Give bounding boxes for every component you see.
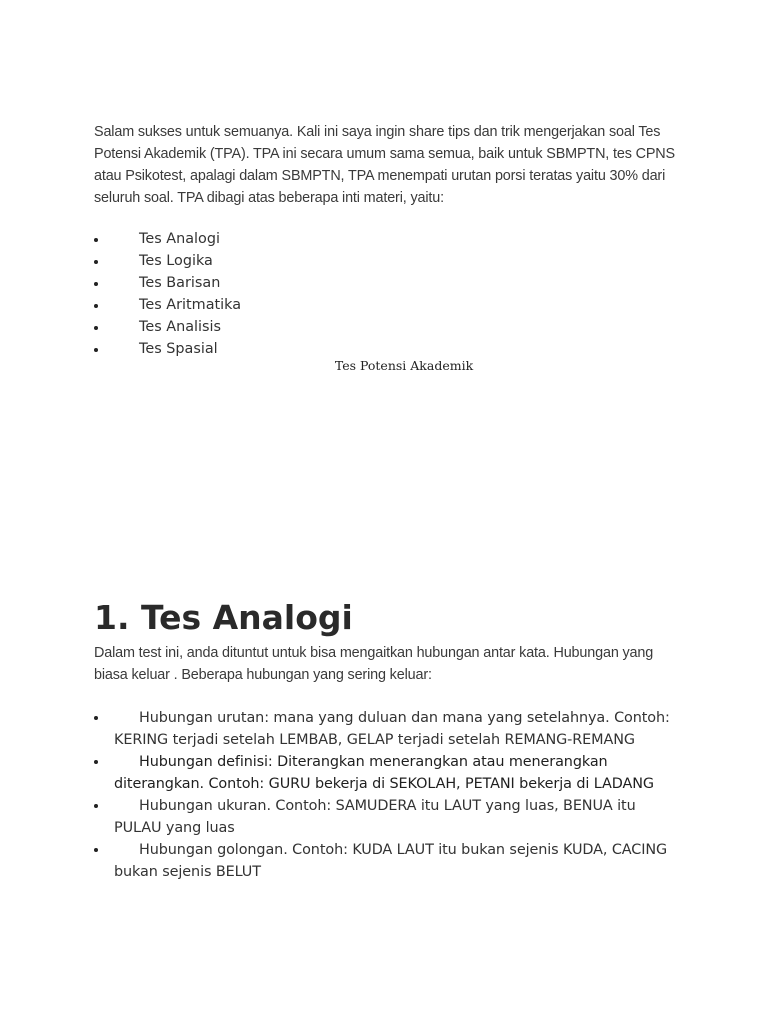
- list-item: Tes Analisis: [94, 317, 241, 339]
- section-paragraph: Dalam test ini, anda dituntut untuk bisa mengaitkan hubungan antar kata. Hubungan yang biasa keluar . Beberapa hubungan yang sering keluar:: [94, 645, 654, 683]
- intro-paragraph: Salam sukses untuk semuanya. Kali ini saya ingin share tips dan trik mengerjakan soal Tes Potensi Akademik (TPA). TPA ini secara umum sama semua, baik untuk SBMPTN, tes CPNS atau Psikotest, apalagi dalam SBMPTN, TPA menempati urutan porsi teratas yaitu 30% dari seluruh soal. TPA dibagi atas beberapa inti materi, yaitu:: [94, 124, 675, 206]
- list-item: Hubungan ukuran. Contoh: SAMUDERA itu LAUT yang luas, BENUA itu PULAU yang luas: [94, 795, 674, 839]
- list-item: Hubungan golongan. Contoh: KUDA LAUT itu bukan sejenis KUDA, CACING bukan sejenis BELUT: [94, 839, 674, 883]
- section-heading: 1. Tes Analogi: [94, 598, 353, 637]
- materials-list: [94, 229, 241, 360]
- list-item: Hubungan urutan: mana yang duluan dan mana yang setelahnya. Contoh: KERING terjadi setelah LEMBAB, GELAP terjadi setelah REMANG-REMANG: [94, 707, 674, 751]
- list-item: Tes Aritmatika: [94, 295, 241, 317]
- list-item: Hubungan definisi: Diterangkan menerangkan atau menerangkan diterangkan. Contoh: GURU bekerja di SEKOLAH, PETANI bekerja di LADANG: [94, 751, 674, 795]
- list-item: Tes Logika: [94, 251, 241, 273]
- figure-caption: Tes Potensi Akademik: [334, 358, 474, 373]
- list-item: Tes Analogi: [94, 229, 241, 251]
- relations-list: [94, 707, 674, 883]
- list-item: Tes Barisan: [94, 273, 241, 295]
- list-item: Tes Spasial: [94, 339, 241, 361]
